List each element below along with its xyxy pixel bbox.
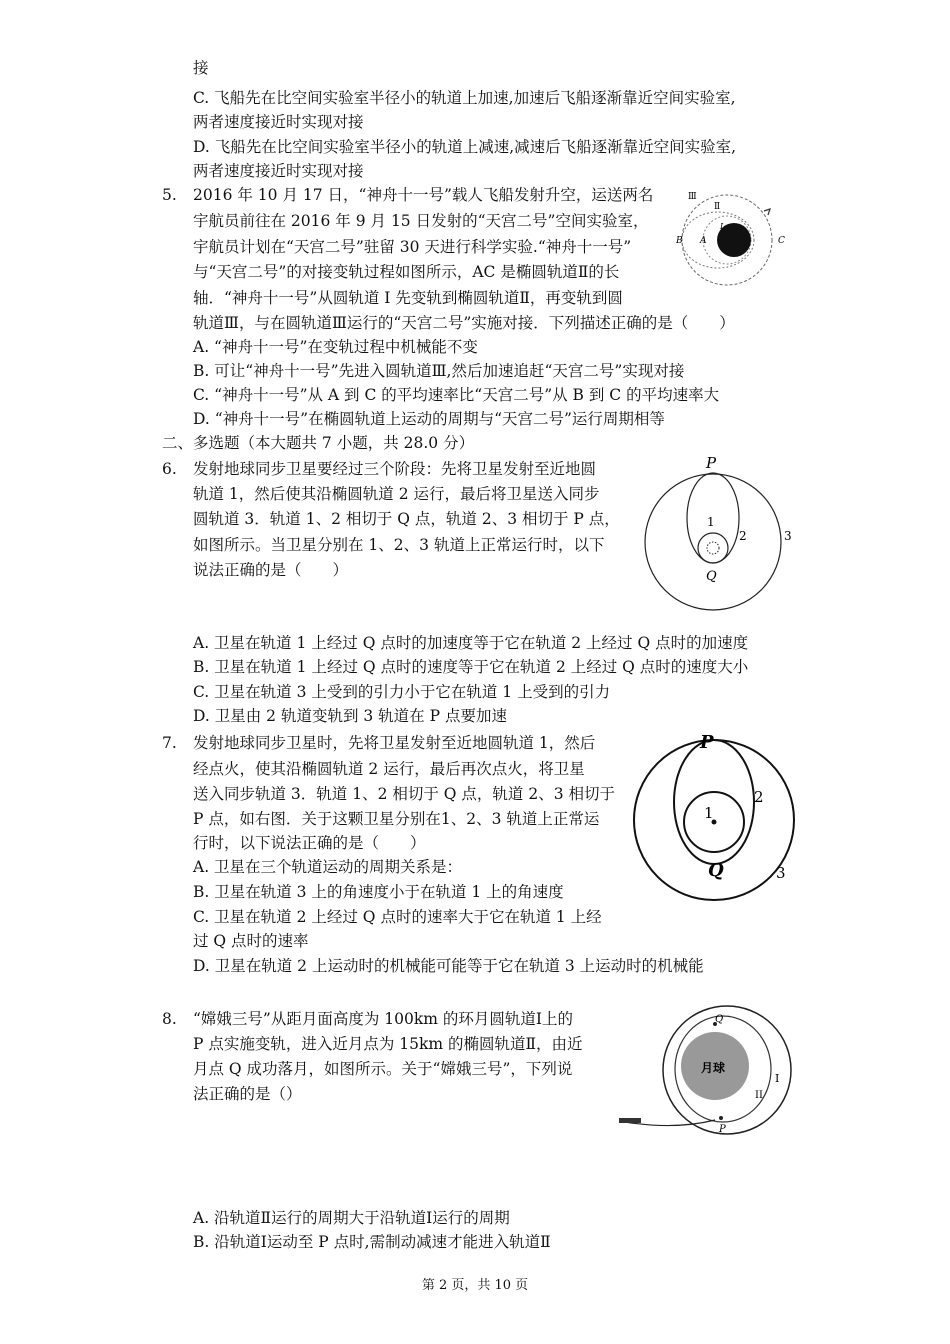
q7-stem-line: 送入同步轨道 3．轨道 1、2 相切于 Q 点，轨道 2、3 相切于 xyxy=(193,785,616,803)
earth-icon xyxy=(707,542,719,554)
q8-label-moon: 月球 xyxy=(701,1061,726,1075)
q5-label-b: B xyxy=(676,236,683,246)
q5-option-a: A. “神舟十一号”在变轨过程中机械能不变 xyxy=(193,338,478,356)
q8-orbit-figure xyxy=(615,1000,800,1140)
q7-label-1: 1 xyxy=(704,804,714,822)
q5-label-i: I xyxy=(720,222,724,231)
q7-option-d: D. 卫星在轨道 2 上运动时的机械能可能等于它在轨道 3 上运动时的机械能 xyxy=(193,957,704,975)
q7-label-3: 3 xyxy=(776,864,786,882)
q7-stem-line: 发射地球同步卫星时，先将卫星发射至近地圆轨道 1，然后 xyxy=(193,734,596,752)
q7-option-c-line2: 过 Q 点时的速率 xyxy=(193,932,309,950)
q6-label-q: Q xyxy=(706,569,717,584)
q8-option-b: B. 沿轨道Ⅰ运动至 P 点时,需制动减速才能进入轨道Ⅱ xyxy=(193,1233,551,1251)
q5-orbit-figure xyxy=(668,185,793,290)
q5-option-d: D. “神舟十一号”在椭圆轨道上运动的周期与“天宫二号”运行周期相等 xyxy=(193,410,665,428)
q8-label-i: I xyxy=(775,1072,780,1085)
q4-option-d-line1: D. 飞船先在比空间实验室半径小的轨道上减速,减速后飞船逐渐靠近空间实验室, xyxy=(193,138,737,156)
q5-stem-line: 轴．“神舟十一号”从圆轨道 I 先变轨到椭圆轨道Ⅱ，再变轨到圆 xyxy=(193,289,623,307)
page-footer: 第 2 页，共 10 页 xyxy=(421,1278,529,1293)
q5-stem-line: 轨道Ⅲ，与在圆轨道Ⅲ运行的“天宫二号”实施对接．下列描述正确的是（ ） xyxy=(193,314,735,332)
q5-stem-line: 与“天宫二号”的对接变轨过程如图所示，AC 是椭圆轨道Ⅱ的长 xyxy=(193,263,620,281)
q7-option-b: B. 卫星在轨道 3 上的角速度小于在轨道 1 上的角速度 xyxy=(193,883,564,901)
q6-option-a: A. 卫星在轨道 1 上经过 Q 点时的加速度等于它在轨道 2 上经过 Q 点时的加速度 xyxy=(193,634,749,652)
q6-orbit-figure xyxy=(640,448,800,618)
q5-option-b: B. 可让“神舟十一号”先进入圆轨道Ⅲ,然后加速追赶“天宫二号”实现对接 xyxy=(193,362,685,380)
q5-label-iii: Ⅲ xyxy=(688,192,697,202)
q5-stem-line: 2016 年 10 月 17 日，“神舟十一号”载人飞船发射升空，运送两名 xyxy=(193,186,654,204)
q8-label-p: P xyxy=(719,1124,726,1135)
q8-label-q: Q xyxy=(715,1014,724,1025)
q7-option-c-line1: C. 卫星在轨道 2 上经过 Q 点时的速率大于它在轨道 1 上经 xyxy=(193,908,602,926)
q8-stem-line: “嫦娥三号”从距月面高度为 100km 的环月圆轨道Ⅰ上的 xyxy=(193,1010,574,1028)
q6-label-1: 1 xyxy=(707,515,715,529)
q5-stem-line: 宇航员前往在 2016 年 9 月 15 日发射的“天宫二号”空间实验室， xyxy=(193,212,649,230)
q6-label-p: P xyxy=(706,454,717,472)
q8-option-a: A. 沿轨道Ⅱ运行的周期大于沿轨道Ⅰ运行的周期 xyxy=(193,1209,510,1227)
q4-option-c-line1: C. 飞船先在比空间实验室半径小的轨道上加速,加速后飞船逐渐靠近空间实验室, xyxy=(193,89,736,107)
q8-number: 8. xyxy=(162,1010,177,1028)
q5-label-a: A xyxy=(700,236,707,246)
q8-stem-line: 法正确的是（） xyxy=(193,1085,302,1103)
q7-orbit-2 xyxy=(674,740,754,864)
q6-stem-line: 轨道 1，然后使其沿椭圆轨道 2 运行，最后将卫星送入同步 xyxy=(193,485,600,503)
q6-stem-line: 圆轨道 3．轨道 1、2 相切于 Q 点，轨道 2、3 相切于 P 点， xyxy=(193,510,620,528)
q4-option-d-line2: 两者速度接近时实现对接 xyxy=(193,162,364,180)
q7-label-p: P xyxy=(700,732,714,753)
q5-label-ii: Ⅱ xyxy=(714,202,721,212)
section-heading: 二、多选题（本大题共 7 小题，共 28.0 分） xyxy=(162,434,475,452)
rocket-icon xyxy=(619,1118,641,1123)
q7-stem-line: 经点火，使其沿椭圆轨道 2 运行，最后再次点火，将卫星 xyxy=(193,760,585,778)
q6-number: 6. xyxy=(162,460,177,478)
q6-label-2: 2 xyxy=(739,529,747,543)
q8-stem-line: P 点实施变轨，进入近月点为 15km 的椭圆轨道Ⅱ，由近 xyxy=(193,1035,583,1053)
q7-option-a: A. 卫星在三个轨道运动的周期关系是： xyxy=(193,858,463,876)
q7-label-2: 2 xyxy=(754,788,764,806)
q6-label-3: 3 xyxy=(784,529,792,543)
q8-label-ii: II xyxy=(755,1090,763,1101)
q6-option-c: C. 卫星在轨道 3 上受到的引力小于它在轨道 1 上受到的引力 xyxy=(193,683,611,701)
q5-number: 5. xyxy=(162,186,177,204)
q6-orbit-1 xyxy=(698,533,728,563)
q6-option-d: D. 卫星由 2 轨道变轨到 3 轨道在 P 点要加速 xyxy=(193,707,507,725)
arrow-icon xyxy=(764,209,770,215)
q6-stem-line: 说法正确的是（ ） xyxy=(193,561,349,579)
q6-stem-line: 如图所示。当卫星分别在 1、2、3 轨道上正常运行时，以下 xyxy=(193,536,605,554)
q5-stem-line: 宇航员计划在“天宫二号”驻留 30 天进行科学实验.“神舟十一号” xyxy=(193,238,632,256)
q7-stem-line: 行时，以下说法正确的是（ ） xyxy=(193,834,426,852)
q8-point-p xyxy=(719,1116,723,1120)
q7-orbit-figure xyxy=(630,728,795,906)
q7-label-q: Q xyxy=(708,860,724,881)
q6-option-b: B. 卫星在轨道 1 上经过 Q 点时的速度等于它在轨道 2 上经过 Q 点时的速度大小 xyxy=(193,658,749,676)
q4-line-0: 接 xyxy=(193,59,209,77)
q5-label-c: C xyxy=(778,236,785,246)
q7-stem-line: P 点，如右图．关于这颗卫星分别在1、2、3 轨道上正常运 xyxy=(193,810,600,828)
q8-stem-line: 月点 Q 成功落月，如图所示。关于“嫦娥三号”，下列说 xyxy=(193,1060,573,1078)
q4-option-c-line2: 两者速度接近时实现对接 xyxy=(193,113,364,131)
q6-stem-line: 发射地球同步卫星要经过三个阶段：先将卫星发射至近地圆 xyxy=(193,460,597,478)
q7-number: 7. xyxy=(162,734,177,752)
q5-option-c: C. “神舟十一号”从 A 到 C 的平均速率比“天宫二号”从 B 到 C 的平均速率大 xyxy=(193,386,720,404)
